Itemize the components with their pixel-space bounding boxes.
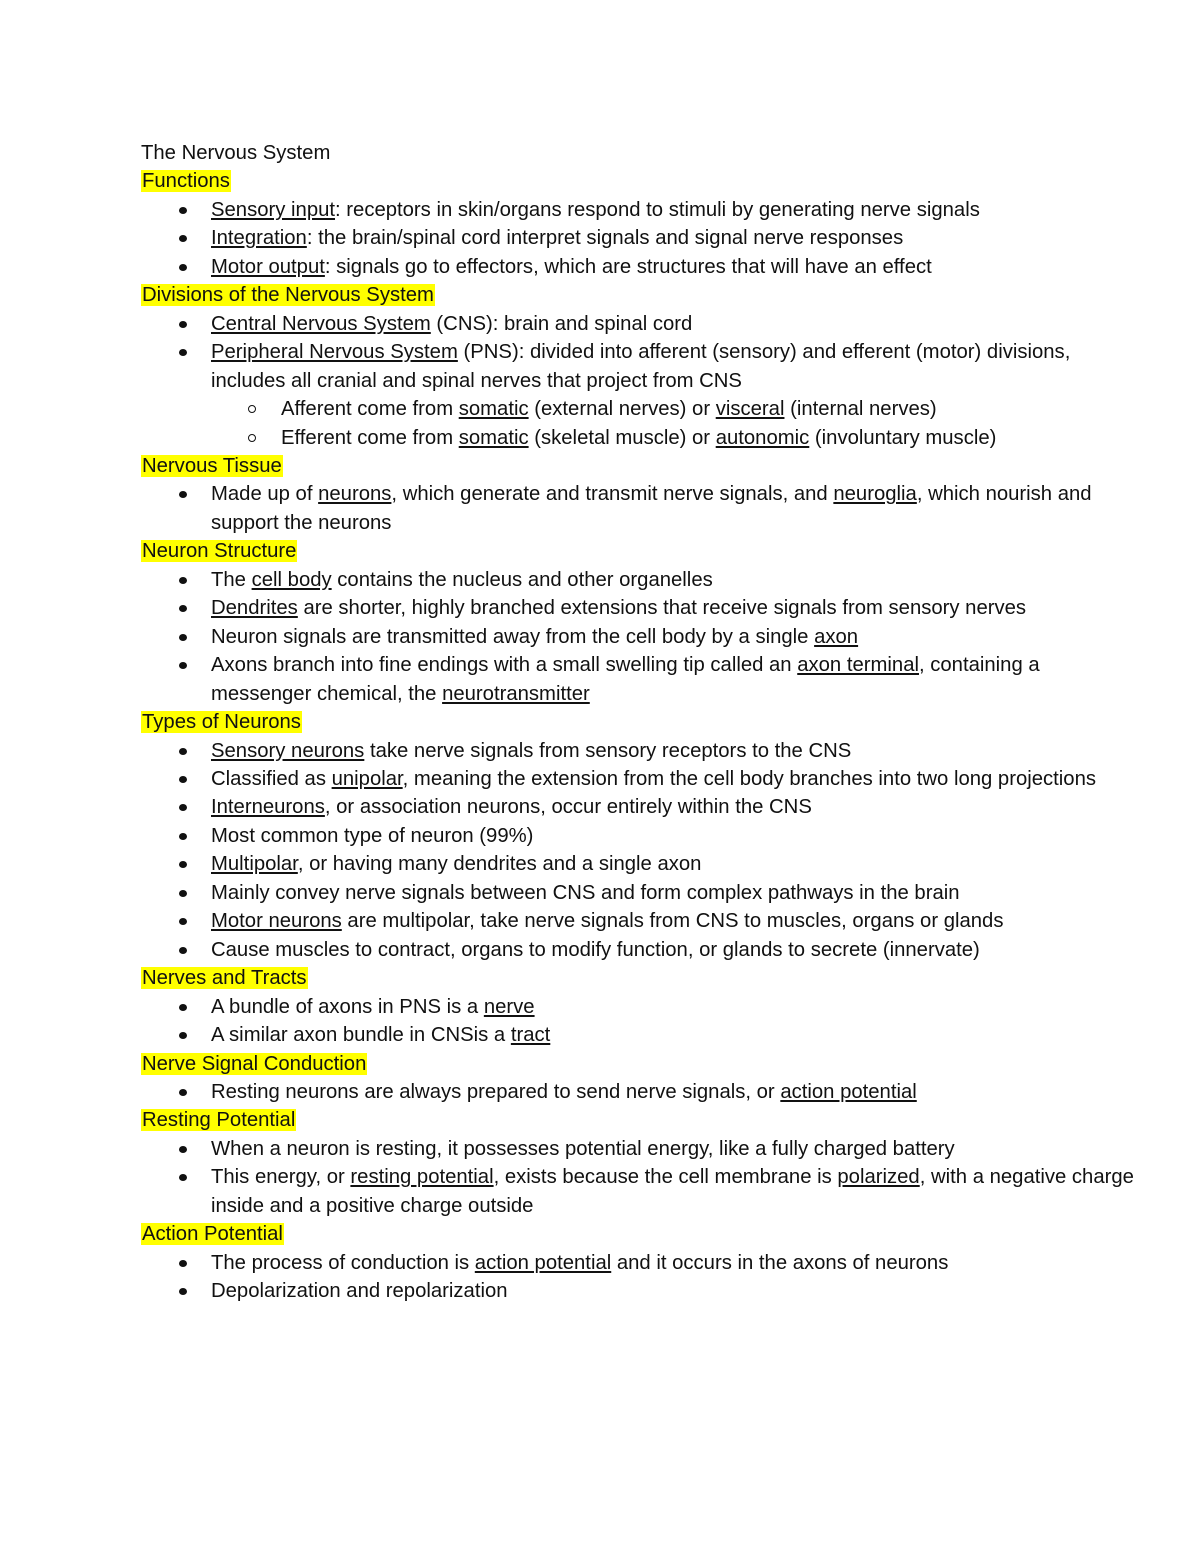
bullet-text: (PNS): divided into afferent (sensory) and efferent (motor) divisions, includes all cranial and spinal nerves that project from CNS: [211, 341, 1071, 392]
list-item: [211, 253, 1141, 281]
list-item: [211, 1249, 1141, 1277]
bullet-text: , which nourish and support the neurons: [211, 483, 1092, 534]
section-heading: [141, 167, 1141, 195]
bullet-text: Depolarization and repolarization: [211, 1280, 508, 1303]
list-item: [211, 1078, 1141, 1106]
list-item: [211, 310, 1141, 338]
underlined-term: Sensory input: [211, 198, 336, 221]
bullet-list: [141, 196, 1141, 281]
sub-list-item: [281, 395, 1141, 423]
section-heading-highlight: Action Potential: [142, 1223, 283, 1246]
bullet-text: are shorter, highly branched extensions that receive signals from sensory nerves: [297, 597, 1027, 620]
document-body: [141, 139, 1141, 1306]
underlined-term: Interneurons: [211, 796, 325, 819]
bullet-text: (internal nerves): [784, 398, 937, 421]
bullet-text: are multipolar, take nerve signals from CNS to muscles, organs or glands: [341, 910, 1004, 933]
list-item: [211, 623, 1141, 651]
bullet-text: : signals go to effectors, which are structures that will have an effect: [324, 255, 932, 278]
sub-bullet-list: [211, 395, 1141, 452]
list-item: [211, 594, 1141, 622]
bullet-text: : the brain/spinal cord interpret signals and signal nerve responses: [306, 227, 904, 250]
bullet-text: Neuron signals are transmitted away from the cell body by a single: [211, 625, 815, 648]
underlined-term: axon: [814, 625, 859, 648]
sub-list-item: [281, 424, 1141, 452]
list-item: [211, 1021, 1141, 1049]
list-item: [211, 993, 1141, 1021]
list-item: [211, 566, 1141, 594]
section-heading-highlight: Nervous Tissue: [142, 454, 282, 477]
bullet-list: [141, 1135, 1141, 1220]
bullet-text: A bundle of axons in PNS is a: [211, 995, 484, 1018]
section-heading-highlight: Functions: [142, 170, 230, 193]
bullet-text: , or association neurons, occur entirely within the CNS: [324, 796, 812, 819]
list-item: [211, 651, 1141, 708]
bullet-text: Afferent come from: [281, 398, 459, 421]
section-heading: [141, 1106, 1141, 1134]
bullet-text: Axons branch into fine endings with a small swelling tip called an: [211, 654, 798, 677]
section-heading: [141, 281, 1141, 309]
list-item: [211, 907, 1141, 935]
underlined-term: nerve: [483, 995, 535, 1018]
underlined-term: somatic: [458, 398, 529, 421]
bullet-list: [141, 566, 1141, 708]
underlined-term: action potential: [474, 1251, 612, 1274]
bullet-text: This energy, or: [211, 1166, 351, 1189]
underlined-term: neurotransmitter: [442, 682, 590, 705]
underlined-term: Sensory neurons: [211, 739, 365, 762]
bullet-text: When a neuron is resting, it possesses potential energy, like a fully charged battery: [211, 1137, 955, 1160]
bullet-list: [141, 1078, 1141, 1106]
section-heading-highlight: Divisions of the Nervous System: [142, 284, 434, 307]
list-item: [211, 224, 1141, 252]
bullet-text: , or having many dendrites and a single axon: [297, 853, 702, 876]
list-item: [211, 480, 1141, 537]
section-heading: [141, 1050, 1141, 1078]
underlined-term: resting potential: [350, 1166, 494, 1189]
underlined-term: Motor output: [211, 255, 325, 278]
underlined-term: Motor neurons: [211, 910, 342, 933]
bullet-text: (CNS): brain and spinal cord: [430, 312, 693, 335]
bullet-text: , exists because the cell membrane is: [493, 1166, 838, 1189]
bullet-text: (skeletal muscle) or: [528, 426, 716, 449]
list-item: [211, 879, 1141, 907]
bullet-text: The process of conduction is: [211, 1251, 475, 1274]
underlined-term: Peripheral Nervous System: [211, 341, 458, 364]
section-heading-highlight: Resting Potential: [142, 1109, 296, 1132]
list-item: [211, 793, 1141, 821]
list-item: [211, 936, 1141, 964]
list-item: [211, 1163, 1141, 1220]
document-title: The Nervous System: [141, 142, 331, 164]
underlined-term: unipolar: [331, 767, 403, 790]
bullet-text: Resting neurons are always prepared to send nerve signals, or: [211, 1080, 781, 1103]
underlined-term: tract: [510, 1024, 551, 1047]
underlined-term: Central Nervous System: [211, 312, 431, 335]
bullet-list: [141, 310, 1141, 452]
bullet-text: A similar axon bundle in CNSis a: [211, 1024, 511, 1047]
bullet-text: (involuntary muscle): [809, 426, 997, 449]
section-heading: [141, 708, 1141, 736]
bullet-text: take nerve signals from sensory receptors to the CNS: [364, 739, 852, 762]
bullet-text: Most common type of neuron (99%): [211, 824, 534, 847]
list-item: [211, 850, 1141, 878]
section-heading-highlight: Nerve Signal Conduction: [142, 1052, 367, 1075]
bullet-list: [141, 1249, 1141, 1306]
bullet-text: contains the nucleus and other organelles: [331, 568, 713, 591]
underlined-term: somatic: [458, 426, 529, 449]
bullet-text: and it occurs in the axons of neurons: [611, 1251, 949, 1274]
bullet-text: Mainly convey nerve signals between CNS and form complex pathways in the brain: [211, 881, 960, 904]
bullet-text: Classified as: [211, 767, 332, 790]
list-item: [211, 737, 1141, 765]
bullet-text: : receptors in skin/organs respond to stimuli by generating nerve signals: [335, 198, 980, 221]
underlined-term: axon terminal: [797, 654, 919, 677]
section-heading-highlight: Nerves and Tracts: [142, 967, 307, 990]
underlined-term: Integration: [211, 227, 307, 250]
section-heading: [141, 452, 1141, 480]
bullet-list: [141, 993, 1141, 1050]
bullet-text: , meaning the extension from the cell body branches into two long projections: [402, 767, 1097, 790]
underlined-term: neuroglia: [833, 483, 917, 506]
underlined-term: autonomic: [715, 426, 810, 449]
bullet-list: [141, 737, 1141, 965]
underlined-term: Multipolar: [211, 853, 298, 876]
list-item: [211, 822, 1141, 850]
bullet-text: Made up of: [211, 483, 319, 506]
section-heading-highlight: Types of Neurons: [142, 711, 301, 734]
bullet-text: , containing a messenger chemical, the: [211, 654, 1040, 705]
sections-container: [141, 167, 1141, 1305]
list-item: [211, 765, 1141, 793]
bullet-text: (external nerves) or: [528, 398, 716, 421]
bullet-text: , which generate and transmit nerve signals, and: [391, 483, 834, 506]
section-heading: [141, 1220, 1141, 1248]
underlined-term: action potential: [780, 1080, 917, 1103]
bullet-text: The: [211, 568, 252, 591]
underlined-term: Dendrites: [211, 597, 298, 620]
bullet-text: Efferent come from: [281, 426, 459, 449]
list-item: [211, 1277, 1141, 1305]
underlined-term: neurons: [318, 483, 392, 506]
bullet-text: , with a negative charge inside and a positive charge outside: [211, 1166, 1134, 1217]
list-item: [211, 338, 1141, 452]
section-heading: [141, 964, 1141, 992]
section-heading-highlight: Neuron Structure: [142, 540, 297, 563]
bullet-list: [141, 480, 1141, 537]
list-item: [211, 1135, 1141, 1163]
underlined-term: visceral: [715, 398, 785, 421]
bullet-text: Cause muscles to contract, organs to modify function, or glands to secrete (innervate): [211, 938, 980, 961]
section-heading: [141, 537, 1141, 565]
list-item: [211, 196, 1141, 224]
underlined-term: polarized: [837, 1166, 920, 1189]
underlined-term: cell body: [251, 568, 332, 591]
